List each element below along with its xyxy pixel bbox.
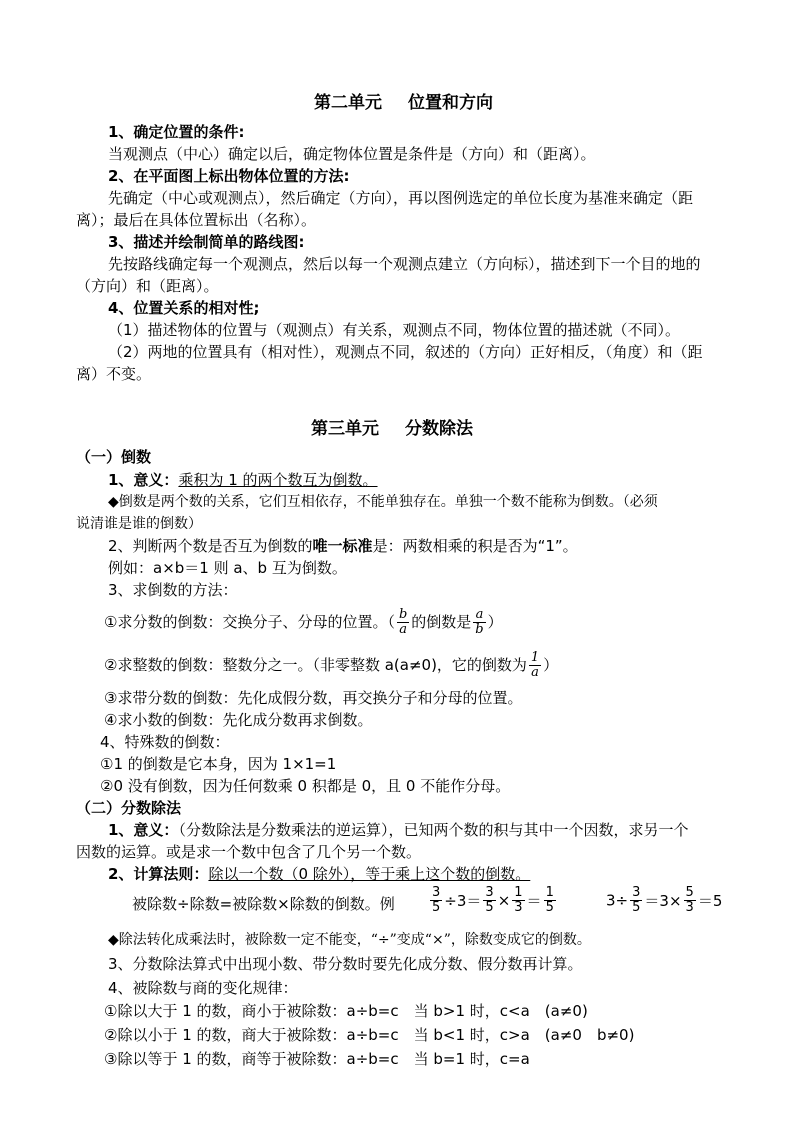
- method-fraction: [104, 608, 503, 637]
- example-2: [606, 886, 722, 915]
- num: 3: [632, 885, 641, 900]
- special-zero: ②0 没有倒数，因为任何数乘 0 积都是 0，且 0 不能作分母。: [100, 777, 511, 795]
- fraction-denominator: b: [475, 622, 484, 637]
- unit2-para-2b: 离）；最后在具体位置标出（名称）。: [76, 211, 317, 229]
- fraction-denominator: a: [531, 665, 539, 680]
- criterion-b: 唯一标准: [312, 537, 373, 555]
- method-integer-text: ②求整数的倒数：整数分之一。（非零整数 a(a≠0)，它的倒数为: [104, 656, 527, 674]
- method-integer-end: ）: [543, 656, 559, 674]
- unit2-para-3a: 先按路线确定每一个观测点，然后以每一个观测点建立（方向标），描述到下一个目的地的: [108, 255, 701, 273]
- special-one: ①1 的倒数是它本身，因为 1×1=1: [100, 755, 337, 773]
- unit2-para-4b: （2）两地的位置具有（相对性），观测点不同，叙述的（方向）正好相反，（角度）和（距: [108, 343, 703, 361]
- example-1-frac-c: [512, 886, 524, 915]
- division-rule-label: 2、计算法则：: [108, 865, 209, 883]
- op: ＝5: [697, 892, 723, 910]
- quotient-rule-1: ①除以大于 1 的数，商小于被除数：a÷b=c 当 b>1 时，c<a (a≠0): [104, 1002, 588, 1020]
- unit2-para-1: 当观测点（中心）确定以后，确定物体位置是条件是（方向）和（距离）。: [108, 145, 596, 163]
- special-heading: 4、特殊数的倒数：: [100, 733, 230, 751]
- example-2-frac-a: [630, 886, 642, 915]
- num: 1: [514, 885, 523, 900]
- definition-label: 1、意义：: [108, 471, 179, 489]
- op: ÷3＝: [444, 892, 482, 910]
- fraction-numerator: a: [473, 608, 485, 623]
- den: 5: [545, 900, 554, 915]
- fraction-1-over-a: [529, 651, 541, 680]
- division-rule-text: 除以一个数（0 除外），等于乘上这个数的倒数。: [208, 865, 531, 883]
- den: 5: [632, 900, 641, 915]
- example-1-frac-a: [430, 886, 442, 915]
- unit2-heading-2: 2、在平面图上标出物体位置的方法:: [108, 167, 350, 185]
- unit2-title-a: 第二单元: [314, 93, 382, 113]
- reciprocal-definition: [108, 469, 378, 491]
- method-fraction-text: ①求分数的倒数：交换分子、分母的位置。（: [104, 613, 395, 631]
- quotient-rules-heading: 4、被除数与商的变化规律：: [108, 979, 298, 997]
- division-meaning-b: 因数的运算。或是求一个数中包含了几个另一个数。: [76, 843, 422, 861]
- unit2-para-4c: 离）不变。: [76, 365, 152, 383]
- fraction-numerator: 1: [530, 650, 540, 665]
- method-mixed: ③求带分数的倒数：先化成假分数，再交换分子和分母的位置。: [104, 689, 523, 707]
- reciprocal-example: 例如：a×b＝1 则 a、b 互为倒数。: [108, 559, 347, 577]
- unit3-title-a: 第三单元: [311, 419, 379, 439]
- num: 1: [545, 885, 554, 900]
- den: 3: [514, 900, 523, 915]
- example-1-frac-b: [483, 886, 495, 915]
- unit3-title: [311, 414, 473, 439]
- op: ×: [497, 891, 511, 910]
- method-fraction-mid: 的倒数是: [411, 613, 472, 631]
- example-2-frac-b: [684, 886, 696, 915]
- reciprocal-criterion: [108, 535, 578, 557]
- division-decimal-rule: 3、分数除法算式中出现小数、带分数时要先化成分数、假分数再计算。: [108, 955, 583, 973]
- unit2-title: [314, 88, 493, 113]
- quotient-rule-2: ②除以小于 1 的数，商大于被除数：a÷b=c 当 b<1 时，c>a (a≠0 b≠0): [104, 1026, 635, 1044]
- unit2-para-4a: （1）描述物体的位置与（观测点）有关系，观测点不同，物体位置的描述就（不同）。: [108, 321, 681, 339]
- example-1-frac-d: [544, 886, 556, 915]
- unit2-title-b: 位置和方向: [408, 93, 493, 113]
- example-1: [428, 886, 558, 915]
- unit2-heading-4: 4、位置关系的相对性;: [108, 299, 260, 317]
- fraction-b-over-a: [397, 608, 409, 637]
- fraction-denominator: a: [399, 622, 407, 637]
- reciprocal-note-a: ◆倒数是两个数的关系，它们互相依存，不能单独存在。单独一个数不能称为倒数。（必须: [108, 494, 658, 510]
- division-meaning-rest: （分数除法是分数乘法的逆运算），已知两个数的积与其中一个因数，求另一个: [178, 821, 689, 839]
- num: 5: [685, 885, 694, 900]
- unit3-title-b: 分数除法: [405, 419, 473, 439]
- den: 5: [485, 900, 494, 915]
- reciprocal-methods-heading: 3、求倒数的方法：: [108, 581, 238, 599]
- definition-text: 乘积为 1 的两个数互为倒数。: [178, 471, 378, 489]
- op: ＝: [526, 892, 542, 910]
- division-rule: [108, 863, 530, 885]
- den: 3: [685, 900, 694, 915]
- method-decimal: ④求小数的倒数：先化成分数再求倒数。: [104, 711, 373, 729]
- criterion-c: 是：两数相乘的积是否为“1”。: [372, 537, 578, 555]
- quotient-rule-3: ③除以等于 1 的数，商等于被除数：a÷b=c 当 b=1 时，c=a: [104, 1050, 530, 1068]
- method-fraction-end: ）: [487, 613, 503, 631]
- section-reciprocal: （一）倒数: [76, 448, 152, 466]
- den: 5: [432, 900, 441, 915]
- unit2-heading-1: 1、确定位置的条件:: [108, 123, 245, 141]
- fraction-numerator: b: [398, 607, 408, 622]
- division-meaning-a: [108, 819, 688, 841]
- op: ＝3×: [644, 892, 682, 910]
- section-fraction-division: （二）分数除法: [76, 799, 182, 817]
- num: 3: [485, 885, 494, 900]
- division-meaning-label: 1、意义：: [108, 821, 179, 839]
- method-integer: [104, 651, 558, 680]
- division-note: ◆除法转化成乘法时，被除数一定不能变，“÷”变成“×”，除数变成它的倒数。: [108, 932, 591, 948]
- op: 3÷: [606, 891, 629, 910]
- division-formula: 被除数÷除数=被除数×除数的倒数。例: [132, 895, 395, 913]
- fraction-a-over-b: [473, 608, 485, 637]
- unit2-para-3b: （方向）和（距离）。: [76, 277, 219, 295]
- criterion-a: 2、判断两个数是否互为倒数的: [108, 537, 313, 555]
- unit2-heading-3: 3、描述并绘制简单的路线图:: [108, 233, 305, 251]
- unit2-para-2a: 先确定（中心或观测点），然后确定（方向），再以图例选定的单位长度为基准来确定（距: [108, 189, 694, 207]
- num: 3: [432, 885, 441, 900]
- reciprocal-note-b: 说清谁是谁的倒数）: [76, 516, 202, 532]
